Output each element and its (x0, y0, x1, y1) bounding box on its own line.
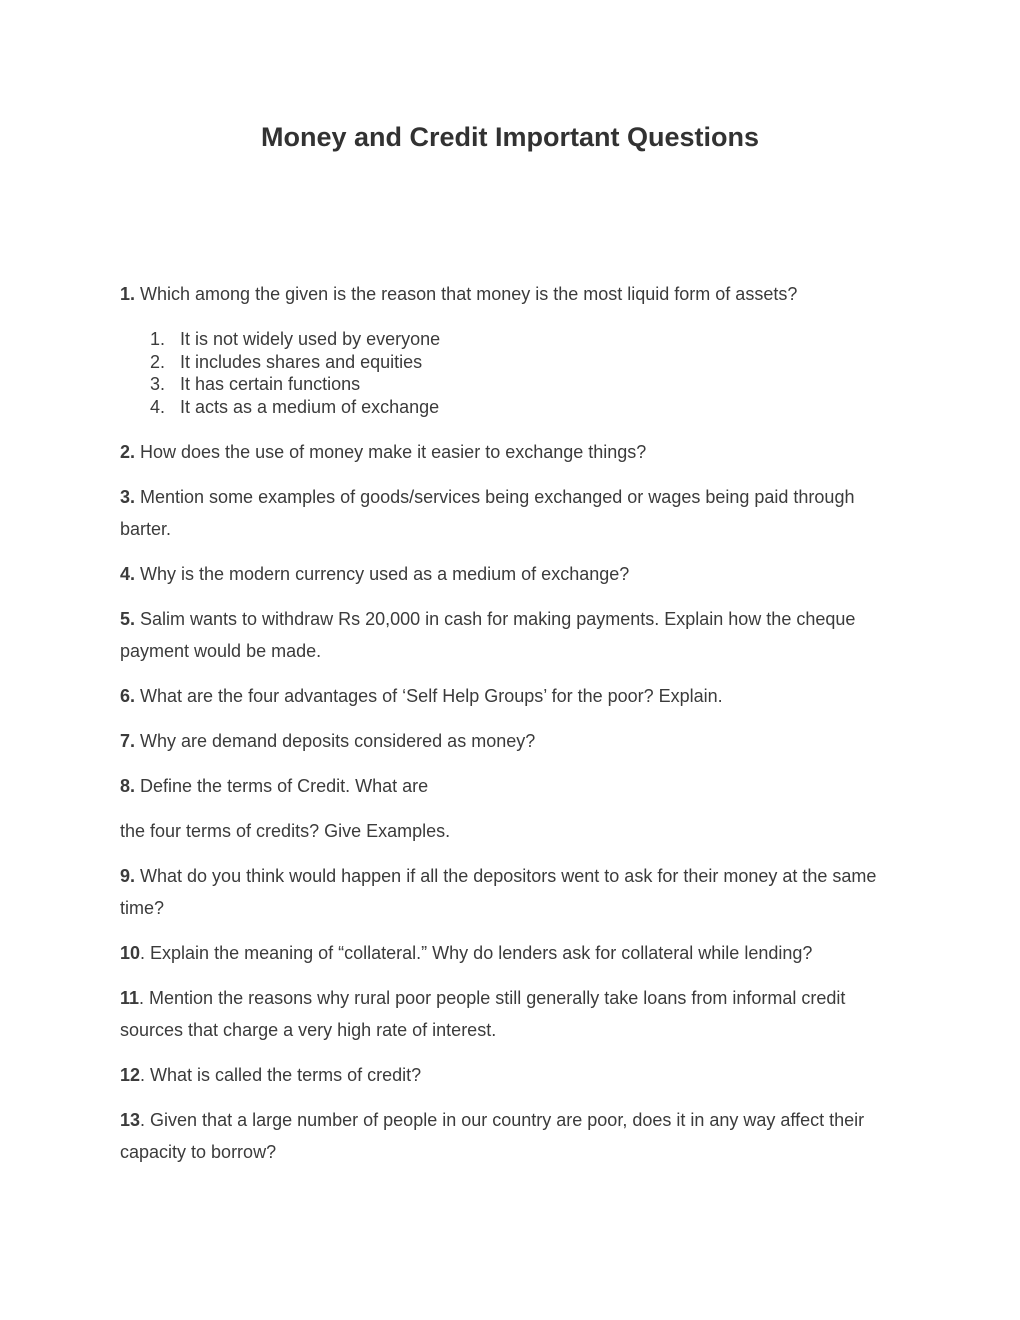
question-9 (120, 860, 900, 924)
question-1 (120, 278, 900, 310)
question-13 (120, 1104, 900, 1168)
question-1-text: Which among the given is the reason that money is the most liquid form of assets? (135, 284, 798, 304)
question-10-number: 10 (120, 943, 141, 963)
question-1-number: 1. (120, 284, 136, 304)
question-9-text: What do you think would happen if all the depositors went to ask for their money at the same time? (120, 866, 877, 918)
question-8-continued (120, 815, 900, 847)
question-8 (120, 770, 900, 802)
option-1 (150, 328, 900, 351)
question-4-text: Why is the modern currency used as a medium of exchange? (135, 564, 630, 584)
question-12-text: . What is called the terms of credit? (140, 1065, 422, 1085)
question-11-number: 11 (120, 988, 140, 1008)
question-3-number: 3. (120, 487, 136, 507)
question-8-continued-text: the four terms of credits? Give Examples. (120, 821, 451, 841)
option-4-number: 4. (150, 396, 166, 417)
option-4-text: It acts as a medium of exchange (180, 396, 440, 417)
question-3 (120, 481, 900, 545)
question-10 (120, 937, 900, 969)
page-title: Money and Credit Important Questions (260, 122, 760, 152)
question-11-text: . Mention the reasons why rural poor people still generally take loans from informal credit sources that charge a very high rate of interest. (120, 988, 846, 1040)
question-13-number: 13 (120, 1110, 141, 1130)
question-9-number: 9. (120, 866, 136, 886)
question-3-text: Mention some examples of goods/services being exchanged or wages being paid through barter. (120, 487, 855, 539)
question-1-options (120, 328, 900, 418)
option-3 (150, 373, 900, 396)
question-8-text: Define the terms of Credit. What are (135, 776, 429, 796)
question-2-text: How does the use of money make it easier to exchange things? (135, 442, 647, 462)
option-1-text: It is not widely used by everyone (180, 329, 441, 349)
question-7-number: 7. (120, 731, 136, 751)
option-1-number: 1. (150, 329, 166, 349)
question-2-number: 2. (120, 442, 136, 462)
question-6 (120, 680, 900, 712)
question-11 (120, 982, 900, 1046)
question-13-text: . Given that a large number of people in our country are poor, does it in any way affect their capacity to borrow? (120, 1110, 865, 1162)
option-3-text: It has certain functions (180, 374, 361, 394)
question-12-number: 12 (120, 1065, 141, 1085)
question-10-text: . Explain the meaning of “collateral.” Why do lenders ask for collateral while lending? (140, 943, 813, 963)
question-7-text: Why are demand deposits considered as money? (135, 731, 536, 751)
question-8-number: 8. (120, 776, 136, 796)
question-6-text: What are the four advantages of ‘Self Help Groups’ for the poor? Explain. (135, 686, 723, 706)
question-5 (120, 603, 900, 667)
question-4-number: 4. (120, 564, 136, 584)
question-5-text: Salim wants to withdraw Rs 20,000 in cash for making payments. Explain how the cheque payment would be made. (120, 609, 856, 661)
option-2-text: It includes shares and equities (180, 351, 423, 372)
option-4 (150, 396, 900, 419)
option-2-number: 2. (150, 351, 166, 372)
option-2 (150, 351, 900, 374)
question-6-number: 6. (120, 686, 136, 706)
question-12 (120, 1059, 900, 1091)
option-3-number: 3. (150, 374, 166, 394)
question-5-number: 5. (120, 609, 136, 629)
question-7 (120, 725, 900, 757)
question-4 (120, 558, 900, 590)
question-2 (120, 436, 900, 468)
